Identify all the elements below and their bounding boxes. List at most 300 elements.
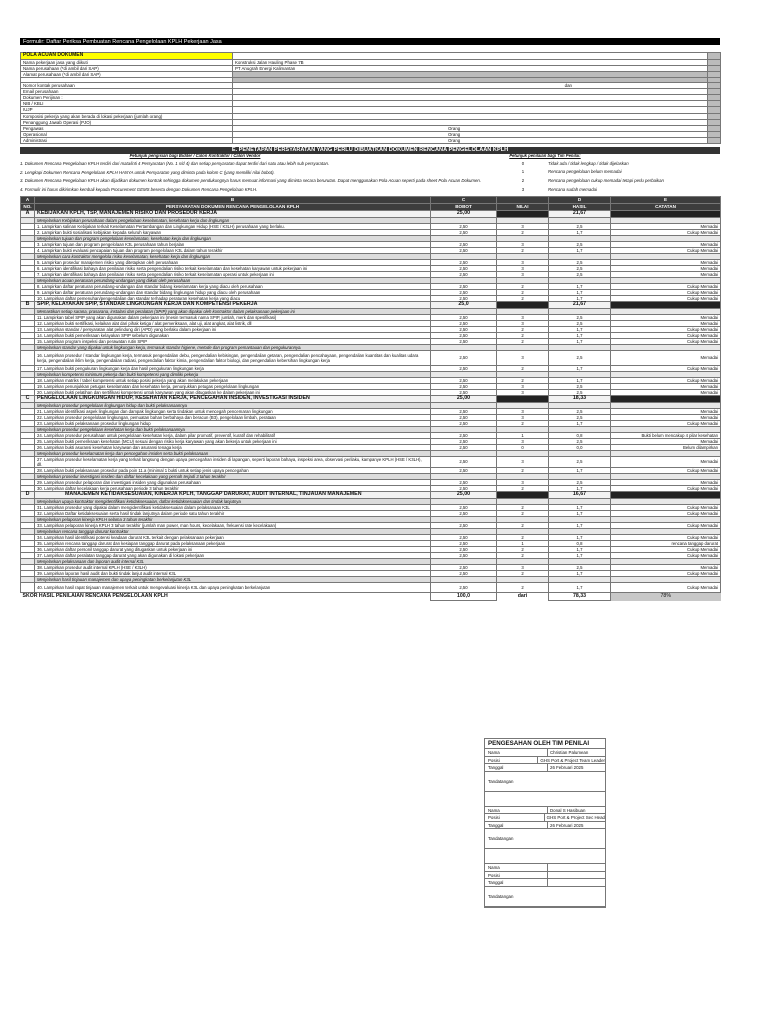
name-field[interactable]: Christian Palumean [547,749,605,756]
requirement-bobot: 2,50 [431,314,497,320]
score-description: Rencana sudah memadai [548,186,597,192]
pola-value[interactable]: dan [233,83,708,89]
col-letter [497,196,549,203]
requirement-nilai[interactable]: 2 [497,338,549,344]
score-value: 1 [521,169,525,175]
requirement-hasil: 2,5 [549,241,611,247]
signature-nama-row [485,807,605,815]
requirement-hasil: 2,5 [549,350,611,365]
requirement-catatan[interactable]: Memadai [611,408,721,414]
requirement-catatan[interactable]: Cukup Memadai [611,420,721,426]
requirement-row [21,582,721,593]
category-label: Menjelaskan prosedur pengelolaan kesehatan kerja dan bukti pelaksanaannya [35,426,431,432]
pola-value[interactable]: PT Anugrah Energi Kalimantan [233,65,708,71]
requirement-text: 37. Lampirkan daftar peralatan tanggap darurat yang akan digunakan di lokasi pekerjaan [35,552,431,558]
section-hasil: 18,33 [549,395,611,402]
position-field[interactable] [547,872,605,879]
requirement-catatan[interactable]: Memadai [611,414,721,420]
category-label: Menjelaskan pelaksanaan dan laporan audit internal K3L [35,558,431,564]
col-letter: B [35,196,431,203]
requirement-nilai[interactable]: 3 [497,383,549,389]
requirement-hasil: 2,5 [549,389,611,395]
requirement-catatan[interactable]: Cukup Memadai [611,582,721,593]
signature-posisi-row [485,872,605,880]
requirement-bobot: 2,50 [431,229,497,235]
requirement-text: 10. Lampirkan daftar pemenuhan/pengendalian dan standar terhadap peraturan kesehatan kerja yang diacu [35,295,431,301]
requirement-text: 25. Lampirkan bukti pemeriksaan kesehatan (MCU) sesuai dengan risiko kerja karyawan yang akan bekerja untuk pekerjaan ini [35,438,431,444]
signature-posisi-label: Posisi [488,815,500,820]
requirement-bobot: 2,50 [431,456,497,467]
requirement-nilai[interactable]: 2 [497,326,549,332]
requirement-text: 40. Lampirkan hasil rapat tinjauan manajemen terkait untuk mengevaluasi kinerja K3L dan upaya peningkatan berkelanjutan [35,582,431,593]
requirement-text: 7. Lampirkan identifikasi bahaya dan penilaian risiko serta pengendalian risiko terkait keselamatan operasi untuk pekerjaan ini [35,271,431,277]
requirement-nilai[interactable]: 3 [497,320,549,326]
section-catatan [611,301,721,308]
requirement-catatan[interactable]: Cukup Memadai [611,338,721,344]
category-label: Menjelaskan Kebijakan perusahaan dalam pengelolaan keselamatan, kesehatan kerja dan lingkungan [35,217,431,223]
requirement-catatan[interactable]: Cukup Memadai [611,485,721,491]
signature-tanggal-row [485,879,605,887]
requirement-bobot: 2,50 [431,420,497,426]
requirement-bobot: 2,50 [431,432,497,438]
requirement-nilai[interactable]: 2 [497,420,549,426]
requirement-bobot: 2,50 [431,485,497,491]
requirement-hasil: 2,5 [549,320,611,326]
requirement-nilai[interactable]: 1 [497,432,549,438]
header-catatan: CATATAN [611,203,721,210]
section-no: C [21,395,35,402]
requirement-bobot: 2,50 [431,389,497,395]
instruction-row [20,169,720,178]
section-row [21,491,721,498]
header-hasil: HASIL [549,203,611,210]
requirement-catatan[interactable]: Cukup Memadai [611,570,721,576]
requirement-hasil: 1,7 [549,332,611,338]
requirement-text: 2. Lampirkan bukti sosialisasi kebijakan kepada seluruh karyawan [35,229,431,235]
requirement-nilai[interactable]: 3 [497,259,549,265]
section-row [21,301,721,308]
requirement-hasil: 2,5 [549,414,611,420]
category-label: Menjelaskan rencana tanggap darurat kontraktor [35,528,431,534]
requirement-hasil: 2,5 [549,564,611,570]
col-letter: C [431,196,497,203]
requirement-catatan[interactable]: Memadai [611,241,721,247]
requirement-bobot: 2,50 [431,546,497,552]
section-title: SPIP, KELAYAKAN SPIP, STANDAR LINGKUNGAN KERJA DAN KOMPETENSI PEKERJA [35,301,431,308]
row-no [21,456,35,467]
signature-sign-label: Tandatangan [488,836,514,841]
signature-area[interactable] [547,887,605,906]
requirement-text: 9. Lampirkan daftar peraturan perundang-undangan dan standar bidang lingkungan hidup yang diacu oleh perusahaan [35,289,431,295]
name-field[interactable] [547,864,605,871]
requirement-catatan[interactable]: Cukup Memadai [611,552,721,558]
total-label: SKOR HASIL PENILAIAN RENCANA PENGELOLAAN KPLH [22,593,168,600]
requirement-nilai[interactable]: 2 [497,289,549,295]
requirement-text: 20. Lampirkan bukti pelatihan dan sertifikasi kompetensi untuk karyawan yang akan ditugaskan ke dalam pekerjaan ini [35,389,431,395]
instruction-text: 2. Lengkapi Dokumen Rencana Pengelolaan KPLH HANYA untuk Persyaratan yang diminta pada kolom C (yang memiliki nilai bobot). [20,169,275,175]
requirement-text: 38. Lampirkan prosedur audit internal KPLH (HSE / K3LH) [35,564,431,570]
requirement-nilai[interactable]: 3 [497,408,549,414]
instruction-row [20,160,720,169]
requirement-hasil: 1,7 [549,338,611,344]
requirement-hasil: 0,8 [549,432,611,438]
requirement-catatan[interactable]: Cukup Memadai [611,522,721,528]
section-catatan [611,210,721,217]
requirement-bobot: 2,50 [431,438,497,444]
requirement-row [21,456,721,467]
requirement-bobot: 2,50 [431,265,497,271]
section-row [21,210,721,217]
requirement-catatan[interactable]: Memadai [611,479,721,485]
requirement-catatan[interactable]: Memadai [611,389,721,395]
section-bobot: 25,0 [431,301,497,308]
section-title: MANAJEMEN KETIDAKSESUAIAN, KINERJA KPLH, TANGGAP DARURAT, AUDIT INTERNAL, TINJAUAN MANAJEMEN [35,491,431,498]
requirement-bobot: 2,50 [431,289,497,295]
section-bobot: 25,00 [431,395,497,402]
total-percent: 78% [611,593,721,601]
signature-area[interactable] [547,829,605,848]
total-dari: dari [517,593,528,600]
requirement-catatan[interactable]: Cukup Memadai [611,283,721,289]
requirement-bobot: 2,50 [431,552,497,558]
pola-side [708,137,721,143]
pola-label: Nomor kontak perusahaan [21,83,233,89]
requirement-catatan[interactable]: Memadai [611,456,721,467]
requirement-hasil: 1,7 [549,289,611,295]
category-label: Menjelaskan hasil tinjauan manajemen dan upaya peningkatan berkelanjutan K3L [35,576,431,582]
requirement-nilai[interactable]: 2 [497,295,549,301]
col-letter: D [549,196,611,203]
requirement-hasil: 2,5 [549,314,611,320]
score-description: Rencana pengelolaan belum memadai [548,169,622,175]
requirement-hasil: 1,7 [549,485,611,491]
requirement-catatan[interactable]: Memadai [611,383,721,389]
requirement-hasil: 1,7 [549,510,611,516]
instruction-text: 1. Dokumen Rencana Pengelolaan KPLH terdiri dari mata/inti 4 Persyaratan (No. 1 s/d 4) dan setiap persyaratan dapat terdiri dari satu atau lebih sub persyaratan. [20,160,330,166]
requirement-hasil: 2,5 [549,259,611,265]
requirement-bobot: 2,50 [431,564,497,570]
section-hasil: 16,67 [549,491,611,498]
signature-tanggal-label: Tanggal [488,880,504,885]
requirement-nilai[interactable]: 0 [497,444,549,450]
instruction-text: 3. Dokumen Rencana Pengelolaan KPLH akan dijadikan dokumen kontrak sehingga dokumen pendukungnya harus memuat informasi yang diminta secara berurutan. Dapat menggunakan Pola Acuan seperti pada sheet Pola Acuan Dokumen. [20,178,481,184]
section-nilai [497,491,549,498]
requirement-hasil: 2,5 [549,383,611,389]
requirement-text: 35. Lampirkan rencana tanggap darurat dan kesiapan tanggap darurat pada pelaksanaan pekerjaan [35,540,431,546]
requirement-hasil: 1,7 [549,546,611,552]
pola-value[interactable]: Konstruksi Jalan Hauling Phase 7B [233,59,708,65]
requirement-hasil: 0,0 [549,444,611,450]
section-row [21,395,721,402]
requirement-text: 21. Lampirkan identifikasi aspek lingkungan dan dampak lingkungan serta tindakan untuk mencegah pencemaran lingkungan [35,408,431,414]
requirement-catatan[interactable]: Bukti belum mencakup 4 pilar kesehatan [611,432,721,438]
requirement-bobot: 2,50 [431,350,497,365]
requirement-catatan[interactable]: Memadai [611,271,721,277]
requirement-hasil: 1,7 [549,365,611,371]
signature-title: PENGESAHAN OLEH TIM PENILAI [485,739,605,749]
section-nilai [497,395,549,402]
requirement-catatan[interactable]: Cukup Memadai [611,229,721,235]
instructions [20,160,720,195]
requirement-row [21,350,721,365]
requirement-catatan[interactable]: Cukup Memadai [611,332,721,338]
requirements-table [20,196,721,602]
requirement-hasil: 2,5 [549,479,611,485]
section-title: KEBIJAKAN KPLH, TSP, MANAJEMEN RISIKO DAN PROSEDUR KERJA [35,210,431,217]
category-label: Menjelaskan tujuan dan program pengelolaan keselamatan, kesehatan kerja dan lingkungan [35,235,431,241]
requirement-catatan[interactable]: Cukup Memadai [611,510,721,516]
requirement-nilai[interactable]: 2 [497,229,549,235]
signature-area[interactable] [547,772,605,791]
signature-sign-label: Tandatangan [488,778,514,784]
requirement-hasil: 0,8 [549,540,611,546]
requirement-text: 32. Lampirkan Daftar ketidaksesuaian serta hasil tindak lanjutnya dalam periode satu tahun terakhir [35,510,431,516]
category-label: Menjelaskan prosedur pengelolaan lingkungan hidup dan bukti pelaksanaannya [35,402,431,408]
section-nilai [497,210,549,217]
score-value: 0 [521,160,525,166]
section-no: A [21,210,35,217]
requirement-bobot: 2,50 [431,444,497,450]
requirement-bobot: 2,50 [431,504,497,510]
requirement-nilai[interactable]: 2 [497,534,549,540]
requirement-catatan[interactable]: Memadai [611,259,721,265]
requirement-bobot: 2,50 [431,247,497,253]
requirement-catatan[interactable]: Cukup Memadai [611,295,721,301]
requirement-nilai[interactable]: 2 [497,467,549,473]
section-bobot: 25,00 [431,491,497,498]
date-field[interactable]: 26 Februari 2025 [547,822,605,829]
category-label: Menjelaskan cara kontraktor mengelola risiko keselamatan, kesehatan kerja dan lingkungan [35,253,431,259]
requirement-catatan[interactable]: Cukup Memadai [611,289,721,295]
row-no [21,582,35,593]
requirement-text: 31. Lampirkan prosedur yang dipakai dalam mengidentifikasi ketidaksesuaian dalam pelaksanaan K3L [35,504,431,510]
requirement-hasil: 2,5 [549,438,611,444]
category-label: Menjelaskan kompetensi minimum pekerja dan bukti kompetensi yang dimiliki pekerja [35,371,431,377]
requirement-bobot: 2,50 [431,338,497,344]
section-bobot: 25,00 [431,210,497,217]
requirement-text: 5. Lampirkan prosedur manajemen risiko yang ditetapkan oleh perusahaan [35,259,431,265]
requirement-bobot: 2,50 [431,271,497,277]
pola-title: POLA ACUAN DOKUMEN [21,53,233,60]
pola-label: NIB / KBLI [21,101,233,107]
requirement-nilai[interactable]: 3 [497,479,549,485]
section-title: PENGELOLAAN LINGKUNGAN HIDUP, KESEHATAN KERJA, PENCEGAHAN INSIDEN, INVESTIGASI INSIDEN [35,395,431,402]
requirement-bobot: 2,50 [431,582,497,593]
requirement-catatan[interactable]: Cukup Memadai [611,504,721,510]
row-no [21,350,35,365]
requirement-bobot: 2,50 [431,283,497,289]
category-label: Menjelaskan pelaporan kinerja KPLH selama 3 tahun terakhir [35,516,431,522]
requirement-nilai[interactable]: 2 [497,365,549,371]
header-nilai: NILAI [497,203,549,210]
requirement-nilai[interactable]: 3 [497,389,549,395]
requirement-nilai[interactable]: 3 [497,456,549,467]
pola-side [708,53,721,60]
requirement-nilai[interactable]: 2 [497,582,549,593]
requirement-nilai[interactable]: 3 [497,350,549,365]
date-field[interactable]: 26 Februari 2025 [547,764,605,771]
requirement-text: 12. Lampirkan bukti sertifikasi, kelaikan alat dari pihak ketiga / alat pemeriksaan, alat uji, alat angkat, alat listrik, dll [35,320,431,326]
requirement-bobot: 2,50 [431,408,497,414]
requirement-bobot: 2,50 [431,540,497,546]
pola-label: Nama pekerjaan jasa yang diikuti [21,59,233,65]
instruction-text: 4. Formulir ini harus dikirimkan kembali kepada Procurement GEMS beserta dengan Dokumen Rencana Pengelolaan KPLH. [20,187,258,193]
pola-acuan-table [20,52,721,144]
pola-label: Nama perusahaan (*di ambil dari SAP) [21,65,233,71]
requirement-text: 19. Lampirkan penunjukkan petugas keselamatan dan kesehatan kerja, penunjukkan petugas pengelolaan lingkungan [35,383,431,389]
position-field[interactable]: GHS Port & Project Team Leader [537,757,605,764]
signature-gap [485,792,605,807]
category-label: Menjelaskan upaya kontraktor mengidentifikasi ketidaksesuaian, daftar ketidaksesuaian dan tindak lanjutnya [35,498,431,504]
header-row [21,203,721,210]
requirement-catatan[interactable]: Belum dilampirkan [611,444,721,450]
requirement-nilai[interactable]: 2 [497,552,549,558]
requirement-nilai[interactable]: 2 [497,510,549,516]
requirement-nilai[interactable]: 1 [497,540,549,546]
pola-label: Dokumen Perijinan : [21,95,233,101]
requirement-nilai[interactable]: 3 [497,438,549,444]
requirement-nilai[interactable]: 3 [497,314,549,320]
requirement-nilai[interactable]: 3 [497,271,549,277]
signature-nama-label: Nama [488,750,500,755]
pola-row [21,137,721,143]
requirement-text: 8. Lampirkan daftar peraturan perundang-undangan dan standar bidang keselamatan kerja yang diacu oleh perusahaan [35,283,431,289]
requirement-catatan[interactable]: Cukup Memadai [611,365,721,371]
requirement-catatan[interactable]: Memadai [611,350,721,365]
requirement-nilai[interactable]: 2 [497,283,549,289]
pola-label: Pengawas [21,125,233,131]
signature-tanggal-row [485,764,605,772]
section-e-title: E. PENETAPAN PERSYARATAN YANG PERLU DIBUATKAN DOKUMEN RENCANA PENGELOLAAN KPLH [20,147,720,154]
pola-label: IUJP [21,107,233,113]
col-letter: E [611,196,721,203]
requirement-catatan[interactable]: rencana tanggap darurat [611,540,721,546]
requirement-catatan[interactable]: Memadai [611,564,721,570]
pola-value[interactable]: Orang [233,125,708,131]
header-bobot: BOBOT [431,203,497,210]
position-field[interactable]: GHS Port & Project Sec Head [544,814,605,821]
requirement-bobot: 2,50 [431,320,497,326]
signature-gap [485,849,605,864]
requirement-hasil: 1,7 [549,229,611,235]
score-value: 2 [521,178,525,184]
requirement-bobot: 2,50 [431,534,497,540]
requirement-hasil: 2,5 [549,408,611,414]
pola-label: Penanggung Jawab Operasi (PJO) [21,119,233,125]
signature-nama-label: Nama [488,807,500,813]
category-label: Menjelaskan acuan peraturan perundang-undangan yang diikuti oleh perusahaan [35,277,431,283]
pola-label: Administrasi [21,137,233,143]
requirement-nilai[interactable]: 3 [497,265,549,271]
requirement-nilai[interactable]: 2 [497,570,549,576]
requirement-catatan[interactable]: Memadai [611,223,721,229]
category-label: Menjelaskan prosedur keselamatan kerja dan pencegahan insiden serta bukti pelaksanaan [35,450,431,456]
requirement-hasil: 1,7 [549,504,611,510]
score-description: Tidak ada / tidak lengkap / tidak dijelaskan [548,160,629,166]
signature-sign-row [485,772,605,792]
requirement-text: 27. Lampirkan prosedur keselamatan kerja yang terkait langsung dengan upaya pencegahan insiden di lapangan, seperti laporan bahaya, inspeksi area, observasi perilaku, kampanye KPLH (HSE / K3LH), dll. [35,456,431,467]
requirement-bobot: 2,50 [431,467,497,473]
petunjuk-penilaian: Petunjuk penilaian bagi Tim Penilai: [509,152,581,158]
requirement-nilai[interactable]: 2 [497,332,549,338]
requirement-hasil: 1,7 [549,377,611,383]
requirement-hasil: 1,7 [549,247,611,253]
section-hasil: 21,67 [549,210,611,217]
signature-tanggal-label: Tanggal [488,822,504,828]
requirement-catatan[interactable]: Memadai [611,265,721,271]
requirement-text: 18. Lampirkan matriks / tabel kompetensi untuk setiap posisi pekerja yang akan melakukan pekerjaan [35,377,431,383]
petunjuk-pengisian: Petunjuk pengisian bagi Bidder / Calon Kontraktor / Calon Vendor [129,152,261,158]
requirement-nilai[interactable]: 2 [497,504,549,510]
requirement-hasil: 2,5 [549,456,611,467]
requirement-text: 23. Lampirkan bukti pelaksanaan prosedur lingkungan hidup [35,420,431,426]
requirement-bobot: 2,50 [431,510,497,516]
section-no: B [21,301,35,308]
instruction-row [20,177,720,186]
requirement-catatan[interactable]: Cukup Memadai [611,247,721,253]
requirement-nilai[interactable]: 2 [497,377,549,383]
requirement-bobot: 2,50 [431,377,497,383]
requirement-nilai[interactable]: 2 [497,546,549,552]
requirement-text: 16. Lampirkan prosedur / standar lingkungan kerja, termasuk pengendalian debu, pengendalian kebisingan, pengendalian getaran, pengendalian pencahayaan, pengendalian kuantitas dan kualitas udara kerja, pengendalian iklim kerja, pengendalian radiasi, pengendalian faktor kimia, pengendalian faktor biologi, dan pengendalian kebersihan lingkungan kerja [35,350,431,365]
requirement-nilai[interactable]: 2 [497,485,549,491]
requirement-nilai[interactable]: 3 [497,241,549,247]
requirement-bobot: 2,50 [431,259,497,265]
requirement-catatan[interactable]: Cukup Memadai [611,534,721,540]
requirement-text: 15. Lampirkan program inspeksi dan perawatan rutin SPIP [35,338,431,344]
requirement-catatan[interactable]: Cukup Memadai [611,377,721,383]
requirement-bobot: 2,50 [431,332,497,338]
requirement-catatan[interactable]: Cukup Memadai [611,326,721,332]
signature-box [484,738,606,908]
requirement-text: 6. Lampirkan identifikasi bahaya dan penilaian risiko serta pengendalian risiko terkait keselamatan dan kesehatan karyawan untuk pekerjaan ini [35,265,431,271]
requirement-hasil: 1,7 [549,534,611,540]
requirement-hasil: 1,7 [549,295,611,301]
name-field[interactable]: Donal S Hasibuan [547,807,605,814]
section-no: D [21,491,35,498]
header-no: NO. [21,203,35,210]
signature-nama-label: Nama [488,865,500,870]
requirement-nilai[interactable]: 3 [497,223,549,229]
requirement-text: 11. Lampirkan tabel SPIP yang akan digunakan dalam pekerjaan ini (mesin termasuk nama SPIP, jumlah, merk dan spesifikasi) [35,314,431,320]
requirement-nilai[interactable]: 2 [497,522,549,528]
signature-nama-row [485,864,605,872]
signature-sign-row [485,829,605,849]
requirement-catatan[interactable]: Memadai [611,320,721,326]
header-doc: PERSYARATAN DOKUMEN RENCANA PENGELOLAAN KPLH [35,203,431,210]
signature-sign-label: Tandatangan [488,893,514,899]
category-label: Menjelaskan prosedur investigasi insiden dan daftar kecelakaan yang pernah terjadi 3 tahun terakhir [35,473,431,479]
requirement-bobot: 2,50 [431,365,497,371]
form-page [20,38,720,601]
date-field[interactable] [547,879,605,886]
pola-label: Operasional [21,131,233,137]
requirement-hasil: 1,7 [549,326,611,332]
pola-value[interactable]: Orang [233,131,708,137]
pola-value[interactable]: Orang [233,137,708,143]
requirement-text: 14. Lampirkan bukti pemeriksaan kelayakan SPIP sebelum digunakan [35,332,431,338]
requirement-nilai[interactable]: 2 [497,247,549,253]
requirement-nilai[interactable]: 3 [497,564,549,570]
requirement-catatan[interactable]: Cukup Memadai [611,467,721,473]
signature-posisi-row [485,814,605,822]
pola-label: Email perusahaan [21,89,233,95]
requirement-bobot: 2,50 [431,326,497,332]
requirement-catatan[interactable]: Memadai [611,438,721,444]
requirement-catatan[interactable]: Memadai [611,314,721,320]
requirement-nilai[interactable]: 3 [497,414,549,420]
requirement-catatan[interactable]: Cukup Memadai [611,546,721,552]
